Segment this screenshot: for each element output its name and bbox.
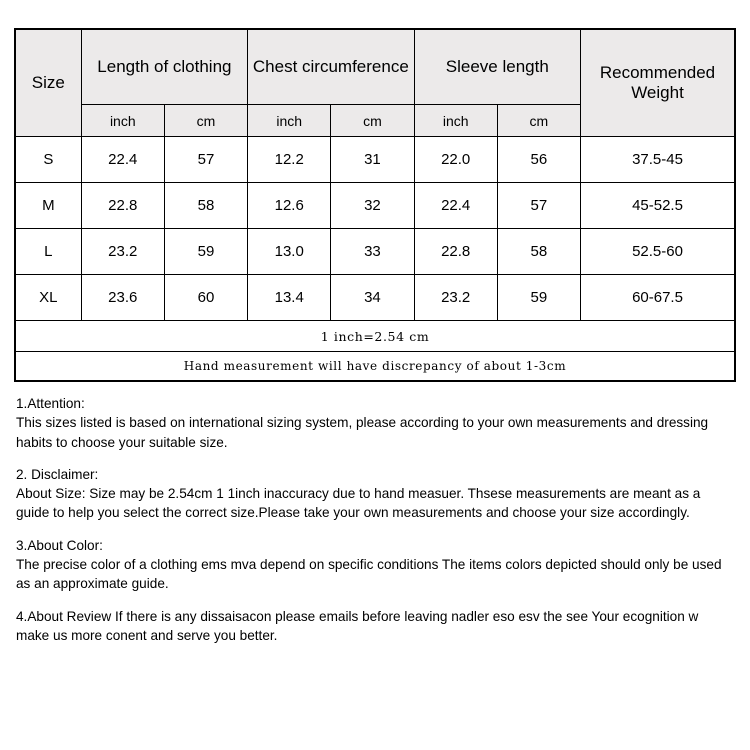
- cell-length-inch: 23.6: [81, 275, 164, 321]
- header-sleeve-length: Sleeve length: [414, 29, 580, 105]
- cell-sleeve-inch: 22.4: [414, 183, 497, 229]
- footnote-inch-conversion: 1 inch=2.54 cm: [15, 321, 735, 352]
- header-recommended-weight: Recommended Weight: [581, 29, 736, 137]
- cell-chest-cm: 33: [331, 229, 414, 275]
- cell-sleeve-cm: 57: [497, 183, 580, 229]
- cell-sleeve-cm: 56: [497, 137, 580, 183]
- header-group-row: [15, 29, 735, 105]
- table-row: [15, 275, 735, 321]
- unit-length-inch: inch: [81, 105, 164, 137]
- cell-length-inch: 22.8: [81, 183, 164, 229]
- cell-weight-kg: 45-52.5: [581, 183, 736, 229]
- cell-weight-kg: 52.5-60: [581, 229, 736, 275]
- unit-sleeve-cm: cm: [497, 105, 580, 137]
- unit-chest-cm: cm: [331, 105, 414, 137]
- cell-length-cm: 57: [164, 137, 247, 183]
- note-review-body: 4.About Review If there is any dissaisacon please emails before leaving nadler eso esv the see Your ecognition w make us more conent and serve you better.: [16, 608, 699, 643]
- unit-sleeve-inch: inch: [414, 105, 497, 137]
- note-attention: [16, 394, 734, 452]
- cell-length-cm: 58: [164, 183, 247, 229]
- cell-weight-kg: 37.5-45: [581, 137, 736, 183]
- table-row: [15, 229, 735, 275]
- note-disclaimer-title: 2. Disclaimer:: [16, 466, 99, 482]
- cell-sleeve-inch: 22.0: [414, 137, 497, 183]
- cell-sleeve-inch: 22.8: [414, 229, 497, 275]
- cell-size: M: [15, 183, 81, 229]
- note-color: [16, 536, 734, 594]
- note-disclaimer-body: About Size: Size may be 2.54cm 1 1inch inaccuracy due to hand measuer. Thsese measurements are meant as a guide to help you select the correct size.Please take your own measurements and choose your size accordingly.: [16, 486, 701, 521]
- size-chart-table: [14, 28, 736, 382]
- table-row: [15, 137, 735, 183]
- cell-chest-cm: 32: [331, 183, 414, 229]
- cell-chest-inch: 13.4: [248, 275, 331, 321]
- note-attention-body: This sizes listed is based on international sizing system, please according to your own measurements and dressing habits to choose your suitable size.: [16, 415, 709, 450]
- header-chest-circumference: Chest circumference: [248, 29, 414, 105]
- cell-weight-kg: 60-67.5: [581, 275, 736, 321]
- cell-length-cm: 60: [164, 275, 247, 321]
- cell-length-cm: 59: [164, 229, 247, 275]
- cell-chest-inch: 12.6: [248, 183, 331, 229]
- note-disclaimer: [16, 465, 734, 523]
- cell-length-inch: 22.4: [81, 137, 164, 183]
- note-attention-title: 1.Attention:: [16, 396, 85, 411]
- cell-chest-inch: 13.0: [248, 229, 331, 275]
- notes-section: [14, 394, 736, 645]
- header-length-of-clothing: Length of clothing: [81, 29, 247, 105]
- note-color-title: 3.About Color:: [16, 537, 103, 553]
- cell-chest-cm: 34: [331, 275, 414, 321]
- cell-size: S: [15, 137, 81, 183]
- note-review: [16, 607, 734, 646]
- unit-length-cm: cm: [164, 105, 247, 137]
- table-head: [15, 29, 735, 137]
- cell-chest-inch: 12.2: [248, 137, 331, 183]
- cell-sleeve-cm: 59: [497, 275, 580, 321]
- table-footnote-row: [15, 321, 735, 352]
- header-size: Size: [15, 29, 81, 137]
- table-footnote-row: [15, 352, 735, 382]
- cell-size: L: [15, 229, 81, 275]
- note-color-body: The precise color of a clothing ems mva depend on specific conditions The items colors depicted should only be used as an approximate guide.: [16, 557, 722, 592]
- table-body: [15, 137, 735, 382]
- cell-length-inch: 23.2: [81, 229, 164, 275]
- cell-chest-cm: 31: [331, 137, 414, 183]
- cell-sleeve-cm: 58: [497, 229, 580, 275]
- unit-chest-inch: inch: [248, 105, 331, 137]
- table-row: [15, 183, 735, 229]
- cell-sleeve-inch: 23.2: [414, 275, 497, 321]
- footnote-hand-measurement: Hand measurement will have discrepancy of about 1-3cm: [15, 352, 735, 382]
- cell-size: XL: [15, 275, 81, 321]
